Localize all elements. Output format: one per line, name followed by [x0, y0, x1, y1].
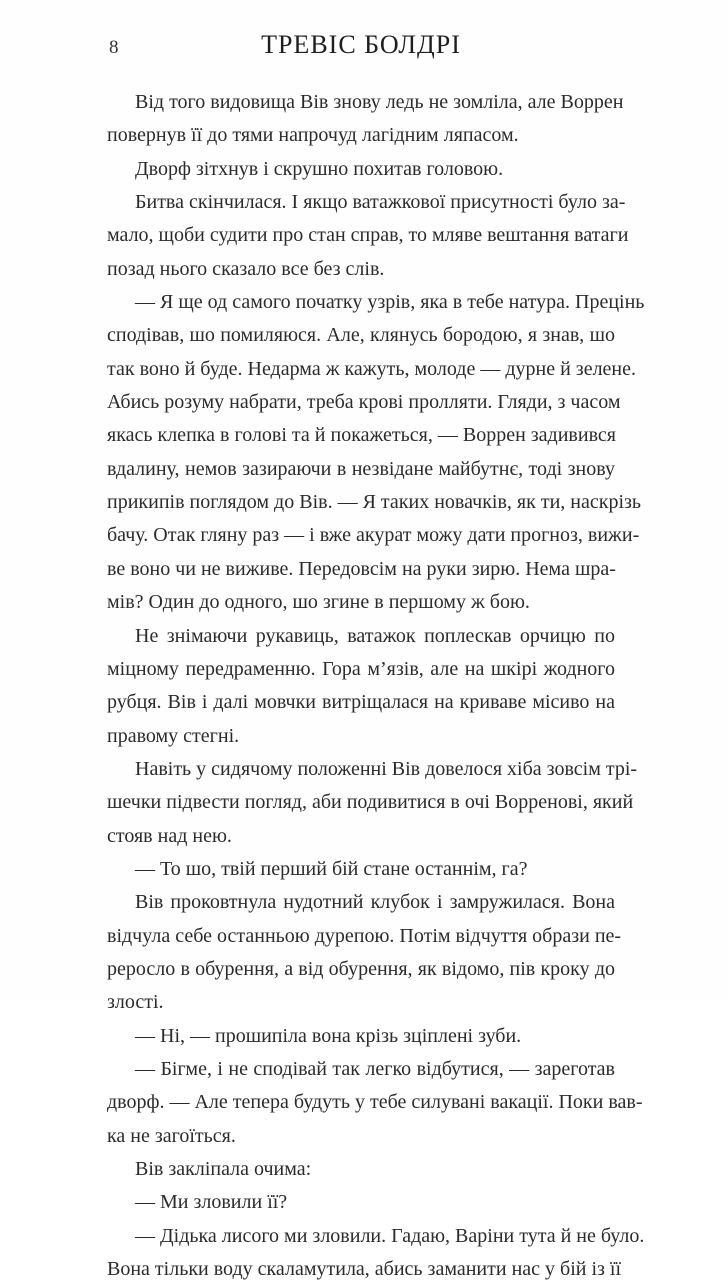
text-line: міцному передраменню. Гора м’язів, але на шкірі жодного [107, 657, 615, 680]
text-line: злості. [107, 991, 164, 1014]
text-line: — То шо, твій перший бій стане останнім, га? [135, 857, 528, 880]
text-line: правому стегні. [107, 724, 240, 747]
text-line: рубця. Вів і далі мовчки витріщалася на криваве місиво на [107, 691, 615, 714]
text-line: Дворф зітхнув і скрушно похитав головою. [135, 157, 504, 180]
text-line: шечки підвести погляд, аби подивитися в очі Ворренові, який [107, 791, 634, 814]
text-line: Битва скінчилася. І якщо ватажкової присутності було за- [135, 191, 626, 214]
text-line: якась клепка в голові та й покажеться, — Воррен задивився [107, 424, 616, 447]
text-line: реросло в обурення, а від обурення, як відомо, пів кроку до [107, 957, 615, 980]
text-line: позад нього сказало все без слів. [107, 257, 385, 280]
text-line: прикипів поглядом до Вів. — Я таких новачків, як ти, наскрізь [107, 491, 642, 514]
text-line: — Ні, — прошипіла вона крізь зціплені зуби. [135, 1024, 522, 1047]
text-line: дворф. — Але тепера будуть у тебе силувані вакації. Поки вав- [107, 1091, 643, 1114]
running-title: ТРЕВІС БОЛДРІ [261, 30, 461, 59]
text-line: мало, щоби судити про стан справ, то мляве вештання ватаги [107, 224, 629, 247]
text-line: сподівав, шо помиляюся. Але, клянусь бородою, я знав, шо [107, 324, 615, 347]
text-line: вдалину, немов зазираючи в незвідане майбутнє, тоді знову [107, 457, 615, 480]
text-line: так воно й буде. Недарма ж кажуть, молоде — дурне й зелене. [107, 357, 637, 380]
text-line: мів? Один до одного, шо згине в першому ж бою. [107, 591, 530, 614]
body-text [107, 86, 645, 1286]
text-line: стояв над нею. [107, 824, 232, 847]
text-line: Навіть у сидячому положенні Вів довелося хіба зовсім трі- [135, 757, 638, 780]
text-line: Абись розуму набрати, треба крові пролляти. Гляди, з часом [107, 391, 621, 414]
text-line: Вів закліпала очима: [135, 1158, 312, 1180]
running-header [107, 30, 615, 64]
text-line: ве воно чи не виживе. Передовсім на руки зирю. Нема шра- [107, 557, 616, 580]
text-line: бачу. Отак гляну раз — і вже акурат можу дати прогноз, вижи- [107, 524, 640, 547]
text-line: Не знімаючи рукавиць, ватажок поплескав орчицю по [135, 624, 615, 647]
text-line: повернув її до тями напрочуд лагідним ляпасом. [107, 124, 519, 147]
text-line: — Бігме, і не сподівай так легко відбутися, — зареготав [135, 1057, 615, 1080]
text-line: відчула себе останньою дурепою. Потім відчуття образи пе- [107, 924, 622, 947]
text-line: Вів проковтнула нудотний клубок і замружилася. Вона [135, 891, 615, 914]
text-line: — Ми зловили її? [135, 1191, 288, 1214]
text-line: ка не загоїться. [107, 1124, 236, 1147]
text-line: — Я ще од самого початку узрів, яка в тебе натура. Прецінь [135, 291, 645, 314]
page-number: 8 [109, 37, 119, 58]
text-line: — Дідька лисого ми зловили. Гадаю, Варіни тута й не було. [135, 1224, 645, 1247]
text-line: Вона тільки воду скаламутила, абись заманити нас у бій із її [107, 1258, 622, 1281]
text-line: Від того видовища Вів знову ледь не зомліла, але Воррен [135, 91, 624, 113]
